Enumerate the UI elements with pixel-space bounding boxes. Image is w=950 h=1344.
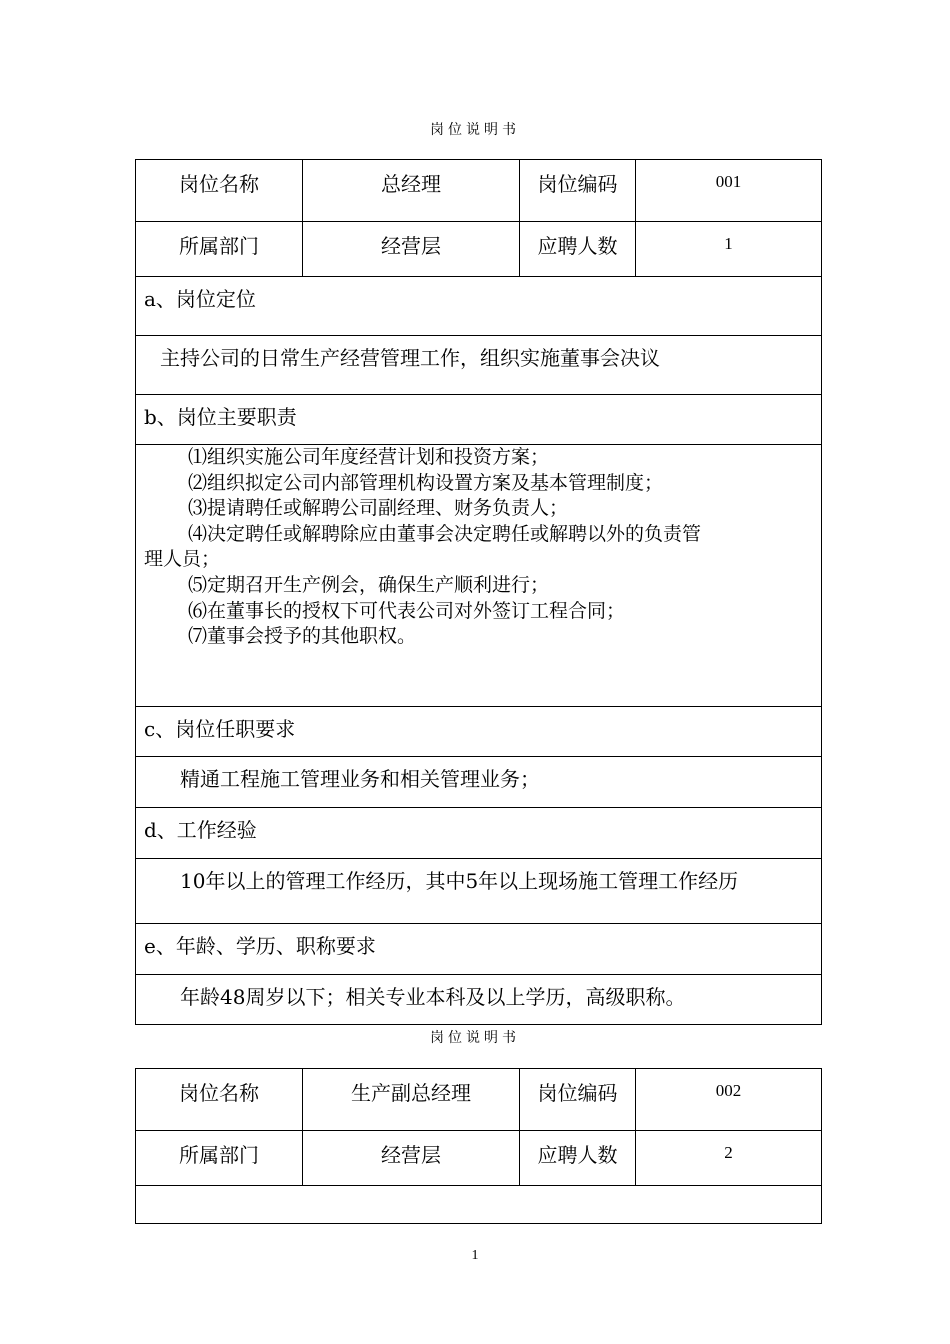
label-department: 所属部门 (136, 1131, 303, 1186)
section-e-heading: e、年龄、学历、职称要求 (136, 924, 822, 975)
headcount: 1 (636, 222, 822, 277)
department: 经营层 (303, 1131, 520, 1186)
duty-item: ⑴组织实施公司年度经营计划和投资方案； (188, 446, 550, 468)
duty-item: ⑸定期召开生产例会，确保生产顺利进行； (188, 573, 550, 596)
section-e-content: 年龄48周岁以下；相关专业本科及以上学历，高级职称。 (136, 975, 822, 1025)
section-a-content: 主持公司的日常生产经营管理工作，组织实施董事会决议 (136, 336, 822, 395)
section-c-content: 精通工程施工管理业务和相关管理业务； (136, 757, 822, 808)
job-description-table-1 (135, 159, 822, 1025)
duty-item: ⑶提请聘任或解聘公司副经理、财务负责人； (188, 497, 569, 520)
section-d-content: 10年以上的管理工作经历，其中5年以上现场施工管理工作经历 (136, 859, 822, 924)
label-position-name: 岗位名称 (136, 160, 303, 222)
duty-item: ⑵组织拟定公司内部管理机构设置方案及基本管理制度； (188, 471, 664, 494)
section-b-heading: b、岗位主要职责 (136, 395, 822, 445)
section-c-heading: c、岗位任职要求 (136, 707, 822, 757)
label-department: 所属部门 (136, 222, 303, 277)
position-name: 生产副总经理 (303, 1069, 520, 1131)
duty-item: ⑷决定聘任或解聘除应由董事会决定聘任或解聘以外的负责管 (188, 522, 702, 545)
label-position-name: 岗位名称 (136, 1069, 303, 1131)
position-code: 002 (636, 1069, 822, 1131)
headcount: 2 (636, 1131, 822, 1186)
duty-item-continuation: 理人员； (144, 548, 221, 571)
section-d-heading: d、工作经验 (136, 808, 822, 859)
duty-item: ⑹在董事长的授权下可代表公司对外签订工程合同； (188, 599, 626, 622)
document-title-2: 岗位说明书 (430, 1030, 520, 1046)
position-code: 001 (636, 160, 822, 222)
label-position-code: 岗位编码 (520, 1069, 636, 1131)
duty-item: ⑺董事会授予的其他职权。 (188, 625, 417, 648)
label-position-code: 岗位编码 (520, 160, 636, 222)
page-number: 1 (471, 1248, 479, 1263)
label-headcount: 应聘人数 (520, 222, 636, 277)
position-name: 总经理 (303, 160, 520, 222)
job-description-table-2 (135, 1068, 822, 1224)
label-headcount: 应聘人数 (520, 1131, 636, 1186)
department: 经营层 (303, 222, 520, 277)
section-b-duties (136, 445, 822, 707)
empty-row (136, 1186, 822, 1224)
document-title: 岗位说明书 (430, 122, 520, 138)
section-a-heading: a、岗位定位 (136, 277, 822, 336)
